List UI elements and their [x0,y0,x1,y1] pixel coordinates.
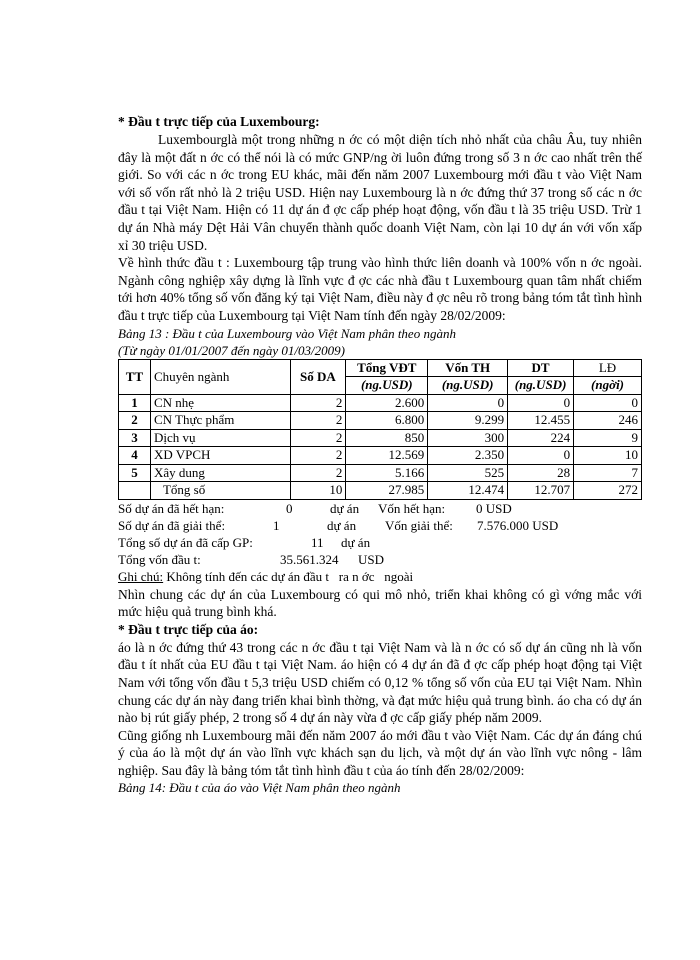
table14-caption: Bảng 14: Đầu t của áo vào Việt Nam phân theo ngành [118,780,401,796]
col-header-dt: DT [508,359,574,377]
cell-tong-vdt: 2.600 [346,394,428,412]
cell-total-dt: 12.707 [508,482,574,500]
stat-expired-label: Số dự án đã hết hạn: [118,500,225,516]
stat-dissolved-value: 1 [273,517,280,533]
note-line [118,568,642,585]
stat-dissolved-capital-value: 7.576.000 USD [477,517,559,533]
table-total-row [119,482,642,500]
cell-total-tong-vdt: 27.985 [346,482,428,500]
cell-so-da: 2 [290,394,346,412]
col-header-tt: TT [119,359,151,394]
cell-tt: 2 [119,412,151,430]
stat-licensed-value: 11 [311,534,324,550]
unit-ld: (ngời) [574,377,642,395]
col-header-von-th: Vốn TH [428,359,508,377]
cell-tt-empty [119,482,151,500]
cell-sector: Dịch vụ [150,429,290,447]
stat-expired-unit: dự án [330,500,360,516]
stat-total-capital-value: 35.561.324 [280,552,339,568]
paragraph-luxembourg-summary: Nhìn chung các dự án của Luxembourg có qui mô nhỏ, triển khai không có gì vớng mắc với mức hiệu quả trung bình khá. [118,586,642,620]
cell-tong-vdt: 850 [346,429,428,447]
cell-ld: 246 [574,412,642,430]
col-header-so-da: Số DA [290,359,346,394]
stat-expired-capital-value: 0 USD [476,500,512,516]
table-row [119,412,642,430]
section-heading-luxembourg: * Đầu t trực tiếp của Luxembourg: [118,114,320,129]
cell-von-th: 9.299 [428,412,508,430]
paragraph-luxembourg-form: Về hình thức đầu t : Luxembourg tập trung vào hình thức liên doanh và 100% vốn n ớc ngoài. Ngành công nghiệp xây dựng là lĩnh vực đ ợc các nhà đầu t Luxembourg quan tâm nhất chiếm tới hơn 40% tổng số vốn đăng ký tại Việt Nam, điều này đ ợc nêu rõ trong bảng tóm tắt tình hình đầu t trực tiếp của Luxembourg tại Việt Nam tính đến ngày 28/02/2009: [118,255,642,323]
table13-date-range: (Từ ngày 01/01/2007 đến ngày 01/03/2009) [118,342,345,358]
investment-table-13 [118,359,642,500]
cell-tong-vdt: 12.569 [346,447,428,465]
cell-tt: 4 [119,447,151,465]
cell-von-th: 300 [428,429,508,447]
cell-sector: Xây dung [150,464,290,482]
cell-total-ld: 272 [574,482,642,500]
stat-expired-capital-label: Vốn hết hạn: [378,500,446,516]
cell-so-da: 2 [290,429,346,447]
cell-dt: 224 [508,429,574,447]
cell-sector: XD VPCH [150,447,290,465]
paragraph-austria-sectors: Cũng giống nh Luxembourg mãi đến năm 2007 áo mới đầu t vào Việt Nam. Các dự án đáng chú ý của áo là một dự án vào lĩnh vực khách sạn du lịch, và một dự án vào lĩnh vực nông - lâm nghiệp. Sau đây là bảng tóm tắt tình hình đầu t của áo tính đến 28/02/2009: [118,727,642,778]
cell-dt: 0 [508,447,574,465]
cell-sector: CN Thực phẩm [150,412,290,430]
stat-dissolved-unit: dự án [327,517,357,533]
stat-total-capital-label: Tổng vốn đầu t: [118,552,201,568]
cell-ld: 7 [574,464,642,482]
table-row [119,429,642,447]
cell-total-label: Tổng số [150,482,290,500]
cell-von-th: 525 [428,464,508,482]
stat-expired-value: 0 [286,500,293,516]
cell-total-so-da: 10 [290,482,346,500]
cell-tt: 1 [119,394,151,412]
stat-total-capital-unit: USD [358,552,385,568]
unit-dt: (ng.USD) [508,377,574,395]
stat-licensed-label: Tổng số dự án đã cấp GP: [118,534,253,550]
note-label: Ghi chú: [118,569,164,585]
note-text: Không tính đến các dự án đầu t ra n ớc ngoài [163,569,414,585]
stat-dissolved-label: Số dự án đã giải thể: [118,517,226,533]
stat-licensed-unit: dự án [341,534,371,550]
cell-total-von-th: 12.474 [428,482,508,500]
stat-expired [118,500,642,517]
cell-so-da: 2 [290,447,346,465]
table-row [119,464,642,482]
stat-dissolved-capital-label: Vốn giải thể: [385,517,453,533]
cell-dt: 0 [508,394,574,412]
cell-tt: 5 [119,464,151,482]
col-header-tong-vdt: Tổng VĐT [346,359,428,377]
cell-so-da: 2 [290,412,346,430]
stat-licensed [118,534,642,551]
cell-von-th: 2.350 [428,447,508,465]
stat-dissolved [118,517,642,534]
cell-dt: 28 [508,464,574,482]
cell-sector: CN nhẹ [150,394,290,412]
cell-tong-vdt: 6.800 [346,412,428,430]
cell-dt: 12.455 [508,412,574,430]
section-heading-austria: * Đầu t trực tiếp của áo: [118,621,259,637]
col-header-sector: Chuyên ngành [150,359,290,394]
table-row [119,447,642,465]
cell-von-th: 0 [428,394,508,412]
unit-tong-vdt: (ng.USD) [346,377,428,395]
cell-tt: 3 [119,429,151,447]
paragraph-luxembourg-overview: Luxembourglà một trong những n ớc có một diện tích nhỏ nhất của châu Âu, tuy nhiên đây là một đất n ớc có thể nói là có mức GNP/ng ời luôn đứng trong số 3 n ớc cao nhất trên thế giới. So với các n ớc trong EU khác, mãi đến năm 2007 Luxembourg mới đầu t vào Việt Nam với số vốn rất nhỏ là 2 triệu USD. Hiện nay Luxembourg là n ớc đứng thứ 37 trong số các n ớc đầu t tại Việt Nam. Hiện có 11 dự án đ ợc cấp phép hoạt động, vốn đầu t là 35 triệu USD. Trừ 1 dự án Nhà máy Dệt Hải Vân chuyển thành quốc doanh Việt Nam, còn lại 10 dự án với vốn xấp xỉ 30 triệu USD. [118,132,642,253]
document-page [118,113,642,796]
cell-ld: 0 [574,394,642,412]
col-header-ld: LĐ [574,359,642,377]
stat-total-capital [118,551,642,568]
unit-von-th: (ng.USD) [428,377,508,395]
table13-caption: Bảng 13 : Đầu t của Luxembourg vào Việt Nam phân theo ngành [118,325,456,341]
table-row [119,394,642,412]
cell-tong-vdt: 5.166 [346,464,428,482]
paragraph-austria-overview: áo là n ớc đứng thứ 43 trong các n ớc đầu t tại Việt Nam và là n ớc có số dự án cũng nh là vốn đầu t ít nhất của EU đầu t tại Việt Nam. áo hiện có 4 dự án đã đ ợc cấp phép hoạt động tại Việt Nam với tổng vốn đầu t 5,3 triệu USD chiếm có 0,12 % tổng số vốn của EU tại Việt Nam. Nhìn chung các dự án này đang triển khai bình thờng, và đạt mức hiệu quả trung bình. áo cha có dự án nào bị rút giấy phép, 2 trong số 4 dự án này vừa đ ợc cấp giấy phép năm 2009. [118,639,642,726]
cell-ld: 9 [574,429,642,447]
cell-ld: 10 [574,447,642,465]
cell-so-da: 2 [290,464,346,482]
table-header-row [119,359,642,377]
